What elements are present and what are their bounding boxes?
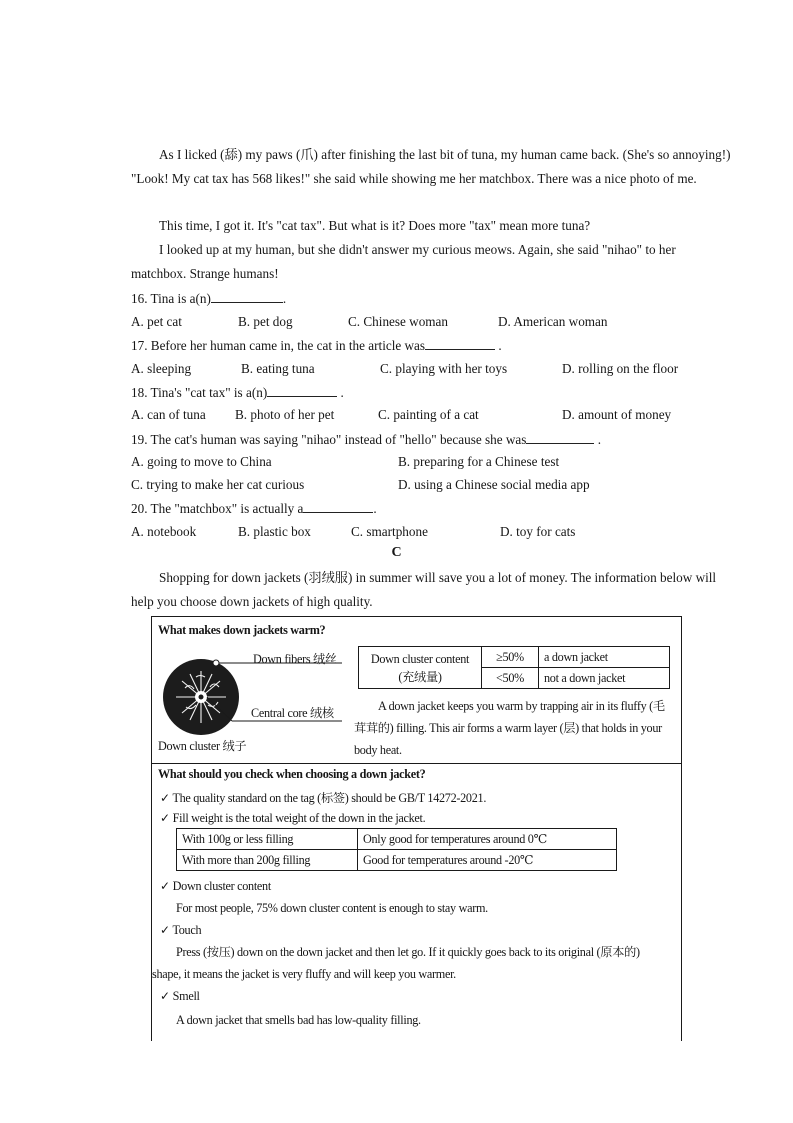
option-b: B. pet dog [238, 314, 293, 329]
table-row [177, 829, 617, 850]
table-cell: With 100g or less filling [177, 829, 358, 850]
smell-text: A down jacket that smells bad has low-quality filling. [176, 1013, 421, 1027]
option-a: A. sleeping [131, 361, 192, 376]
cluster-content-text: For most people, 75% down cluster content is enough to stay warm. [176, 901, 488, 915]
option-d: D. using a Chinese social media app [398, 477, 590, 492]
option-a: A. going to move to China [131, 454, 272, 469]
table-cell: not a down jacket [539, 668, 670, 689]
check-item-standard: ✓ The quality standard on the tag (标签) should be GB/T 14272-2021. [160, 791, 487, 805]
info-box [151, 616, 682, 1041]
content-label: Down cluster content [370, 651, 470, 666]
option-c: C. playing with her toys [380, 361, 508, 376]
box-heading-check: What should you check when choosing a down jacket? [158, 767, 426, 781]
check-item-fill-weight: ✓ Fill weight is the total weight of the down in the jacket. [160, 811, 426, 825]
check-item-touch: ✓ Touch [160, 923, 202, 937]
table-label-cell [359, 647, 482, 689]
passage-paragraph-2: This time, I got it. It's "cat tax". But what is it? Does more "tax" mean more tuna? [159, 218, 591, 233]
question-19: 19. The cat's human was saying "nihao" instead of "hello" because she was . [131, 432, 601, 447]
check-icon: ✓ [160, 811, 170, 825]
option-b: B. eating tuna [241, 361, 315, 376]
check-icon: ✓ [160, 923, 170, 937]
option-a: A. pet cat [131, 314, 182, 329]
label-central-core: Central core 绒核 [251, 706, 334, 720]
table-cell: a down jacket [539, 647, 670, 668]
question-16: 16. Tina is a(n) . [131, 291, 287, 306]
option-a: A. can of tuna [131, 407, 206, 422]
answer-blank [211, 290, 283, 303]
box-divider [152, 763, 681, 764]
check-icon: ✓ [160, 879, 170, 893]
check-item-smell: ✓ Smell [160, 989, 200, 1003]
option-d: D. toy for cats [500, 524, 576, 539]
question-20: 20. The "matchbox" is actually a . [131, 501, 377, 516]
option-c: C. Chinese woman [348, 314, 448, 329]
answer-blank [267, 384, 337, 397]
option-d: D. American woman [498, 314, 608, 329]
table-cell: Good for temperatures around -20℃ [358, 850, 617, 871]
option-b: B. preparing for a Chinese test [398, 454, 560, 469]
option-c: C. painting of a cat [378, 407, 479, 422]
cluster-content-table [358, 646, 670, 689]
box-heading-warm: What makes down jackets warm? [158, 623, 326, 637]
section-letter: C [391, 545, 402, 560]
check-icon: ✓ [160, 989, 170, 1003]
table-cell: <50% [482, 668, 539, 689]
section-intro: Shopping for down jackets (羽绒服) in summer will save you a lot of money. The information below will help you choose down jackets of high quality. [131, 570, 717, 609]
label-down-fibers: Down fibers 绒丝 [253, 652, 337, 666]
passage-paragraph-3: I looked up at my human, but she didn't answer my curious meows. Again, she said "nihao" to her matchbox. Strange humans! [131, 242, 676, 281]
table-cell: With more than 200g filling [177, 850, 358, 871]
fill-weight-table [176, 828, 617, 871]
touch-text: Press (按压) down on the down jacket and then let go. If it quickly goes back to its original (原本的) shape, it means the jacket is very fluffy and will keep you warmer. [152, 945, 640, 981]
option-c: C. smartphone [351, 524, 428, 539]
option-d: D. rolling on the floor [562, 361, 679, 376]
option-c: C. trying to make her cat curious [131, 477, 305, 492]
option-b: B. photo of her pet [235, 407, 335, 422]
table-row [359, 647, 670, 668]
check-item-cluster-content: ✓ Down cluster content [160, 879, 271, 893]
table-row [177, 850, 617, 871]
label-down-cluster: Down cluster 绒子 [158, 739, 247, 753]
table-cell: ≥50% [482, 647, 539, 668]
check-icon: ✓ [160, 791, 170, 805]
question-17: 17. Before her human came in, the cat in the article was . [131, 338, 502, 353]
content-label-cn: (充绒量) [398, 669, 442, 684]
answer-blank [303, 500, 373, 513]
passage-paragraph-1: As I licked (舔) my paws (爪) after finishing the last bit of tuna, my human came back. (She's so annoying!) "Look! My cat tax has 568 likes!" she said while showing me her matchbox. There was a nice photo of me. [131, 147, 731, 186]
option-a: A. notebook [131, 524, 197, 539]
warm-explanation: A down jacket keeps you warm by trapping air in its fluffy (毛茸茸的) filling. This air forms a warm layer (层) that holds in your body heat. [354, 699, 665, 757]
down-cluster-icon [163, 659, 239, 735]
answer-blank [526, 431, 594, 444]
table-cell: Only good for temperatures around 0℃ [358, 829, 617, 850]
option-b: B. plastic box [238, 524, 311, 539]
question-18: 18. Tina's "cat tax" is a(n) . [131, 385, 344, 400]
option-d: D. amount of money [562, 407, 672, 422]
answer-blank [425, 337, 495, 350]
